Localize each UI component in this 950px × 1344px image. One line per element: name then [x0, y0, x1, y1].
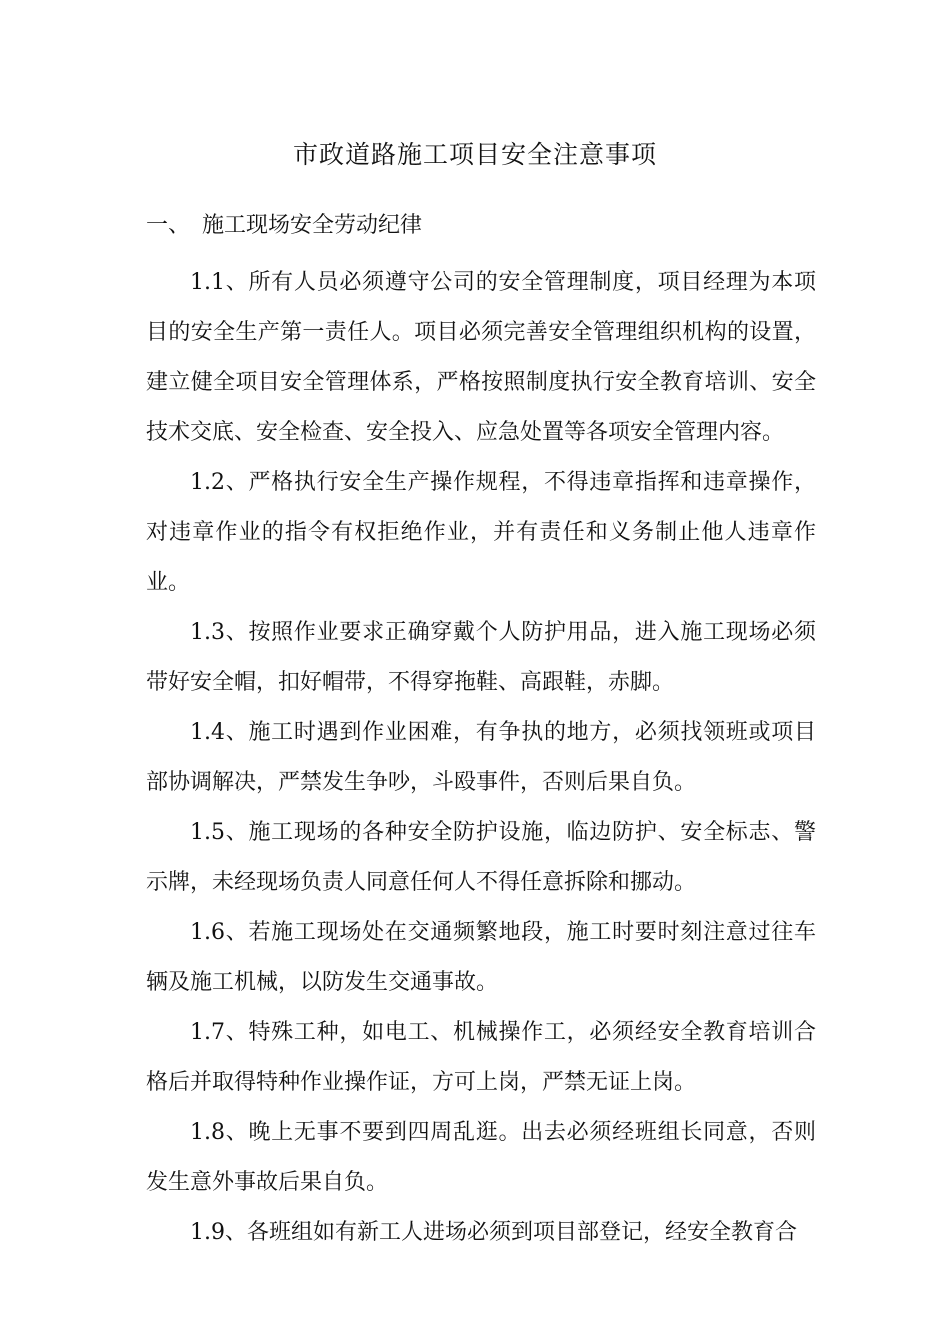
- paragraph-1-3: 1.3、按照作业要求正确穿戴个人防护用品，进入施工现场必须带好安全帽，扣好帽带，不得穿拖鞋、高跟鞋，赤脚。: [146, 620, 816, 695]
- document-title: 市政道路施工项目安全注意事项: [292, 140, 657, 169]
- section-title: 施工现场安全劳动纪律: [202, 213, 423, 238]
- paragraph-1-6: 1.6、若施工现场处在交通频繁地段，施工时要时刻注意过往车辆及施工机械，以防发生交通事故。: [146, 920, 816, 995]
- paragraph-1-1: 1.1、所有人员必须遵守公司的安全管理制度，项目经理为本项目的安全生产第一责任人。项目必须完善安全管理组织机构的设置，建立健全项目安全管理体系，严格按照制度执行安全教育培训、安全技术交底、安全检查、安全投入、应急处置等各项安全管理内容。: [146, 270, 816, 445]
- section-heading: [146, 209, 422, 243]
- paragraph-1-4: 1.4、施工时遇到作业困难，有争执的地方，必须找领班或项目部协调解决，严禁发生争吵，斗殴事件，否则后果自负。: [146, 720, 816, 795]
- document-body: [146, 258, 816, 1258]
- paragraph-1-9: 1.9、各班组如有新工人进场必须到项目部登记，经安全教育合: [190, 1220, 797, 1245]
- paragraph-1-2: 1.2、严格执行安全生产操作规程，不得违章指挥和违章操作，对违章作业的指令有权拒绝作业，并有责任和义务制止他人违章作业。: [146, 470, 816, 595]
- section-number: 一、: [146, 213, 191, 238]
- paragraph-1-5: 1.5、施工现场的各种安全防护设施，临边防护、安全标志、警示牌，未经现场负责人同意任何人不得任意拆除和挪动。: [146, 820, 816, 895]
- paragraph-1-7: 1.7、特殊工种，如电工、机械操作工，必须经安全教育培训合格后并取得特种作业操作证，方可上岗，严禁无证上岗。: [146, 1020, 816, 1095]
- paragraph-1-8: 1.8、晚上无事不要到四周乱逛。出去必须经班组长同意，否则发生意外事故后果自负。: [146, 1120, 816, 1195]
